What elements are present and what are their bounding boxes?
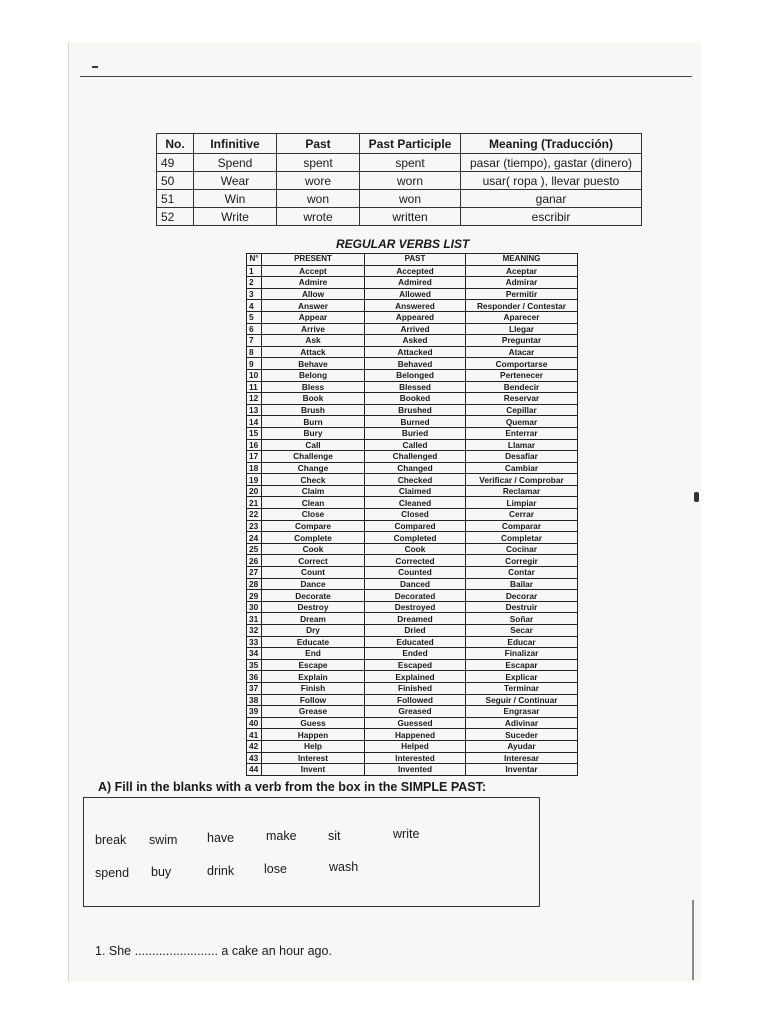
col-header-past-participle: Past Participle bbox=[360, 134, 461, 154]
table-cell: Explain bbox=[262, 671, 365, 683]
table-cell: 5 bbox=[247, 311, 262, 323]
word-break: break bbox=[95, 833, 127, 847]
table-row bbox=[247, 567, 578, 579]
table-cell: Decorar bbox=[466, 590, 578, 602]
table-cell: Ended bbox=[365, 648, 466, 660]
table-cell: 31 bbox=[247, 613, 262, 625]
table-cell: Llamar bbox=[466, 439, 578, 451]
table-cell: won bbox=[277, 190, 360, 208]
table-header-row bbox=[247, 254, 578, 266]
table-cell: Cepillar bbox=[466, 404, 578, 416]
word-write: write bbox=[393, 827, 420, 841]
table-cell: Admired bbox=[365, 277, 466, 289]
table-cell: Checked bbox=[365, 474, 466, 486]
table-cell: Invented bbox=[365, 764, 466, 776]
table-cell: 16 bbox=[247, 439, 262, 451]
table-cell: 30 bbox=[247, 601, 262, 613]
col-header-present: PRESENT bbox=[262, 254, 365, 266]
table-cell: 41 bbox=[247, 729, 262, 741]
binder-hole-mark bbox=[694, 492, 699, 502]
table-cell: Close bbox=[262, 509, 365, 521]
table-cell: 14 bbox=[247, 416, 262, 428]
table-cell: Book bbox=[262, 393, 365, 405]
table-cell: 43 bbox=[247, 752, 262, 764]
table-cell: 50 bbox=[157, 172, 194, 190]
table-cell: Buried bbox=[365, 427, 466, 439]
table-cell: Comportarse bbox=[466, 358, 578, 370]
page-edge-shadow bbox=[692, 900, 694, 980]
table-row bbox=[247, 427, 578, 439]
table-cell: Follow bbox=[262, 694, 365, 706]
table-cell: Finished bbox=[365, 682, 466, 694]
table-cell: pasar (tiempo), gastar (dinero) bbox=[461, 154, 642, 172]
table-cell: Helped bbox=[365, 740, 466, 752]
word-buy: buy bbox=[151, 865, 172, 879]
table-cell: Decorate bbox=[262, 590, 365, 602]
table-cell: 23 bbox=[247, 520, 262, 532]
table-cell: Educar bbox=[466, 636, 578, 648]
word-spend: spend bbox=[95, 866, 130, 880]
table-row bbox=[247, 717, 578, 729]
table-cell: 37 bbox=[247, 682, 262, 694]
table-cell: Accepted bbox=[365, 265, 466, 277]
table-cell: ganar bbox=[461, 190, 642, 208]
regular-verbs-table bbox=[246, 253, 578, 776]
table-cell: Count bbox=[262, 567, 365, 579]
table-cell: Happen bbox=[262, 729, 365, 741]
table-row bbox=[247, 369, 578, 381]
table-cell: Grease bbox=[262, 706, 365, 718]
table-row bbox=[247, 381, 578, 393]
table-cell: Changed bbox=[365, 462, 466, 474]
table-cell: Guessed bbox=[365, 717, 466, 729]
table-cell: Adivinar bbox=[466, 717, 578, 729]
table-row bbox=[247, 265, 578, 277]
table-cell: Brush bbox=[262, 404, 365, 416]
table-cell: 11 bbox=[247, 381, 262, 393]
table-cell: Spend bbox=[194, 154, 277, 172]
table-cell: 34 bbox=[247, 648, 262, 660]
table-cell: Wear bbox=[194, 172, 277, 190]
table-cell: Dance bbox=[262, 578, 365, 590]
table-cell: Atacar bbox=[466, 346, 578, 358]
table-cell: Aparecer bbox=[466, 311, 578, 323]
table-cell: Dry bbox=[262, 625, 365, 637]
table-row bbox=[157, 208, 642, 226]
col-header-number: N° bbox=[247, 254, 262, 266]
table-row bbox=[247, 393, 578, 405]
table-row bbox=[247, 462, 578, 474]
table-cell: 32 bbox=[247, 625, 262, 637]
table-cell: 40 bbox=[247, 717, 262, 729]
table-row bbox=[247, 404, 578, 416]
table-cell: wrote bbox=[277, 208, 360, 226]
table-cell: 20 bbox=[247, 485, 262, 497]
table-cell: Appeared bbox=[365, 311, 466, 323]
table-cell: Danced bbox=[365, 578, 466, 590]
word-make: make bbox=[266, 829, 297, 843]
table-cell: 18 bbox=[247, 462, 262, 474]
table-cell: Burn bbox=[262, 416, 365, 428]
table-cell: Blessed bbox=[365, 381, 466, 393]
table-cell: Reservar bbox=[466, 393, 578, 405]
table-cell: 26 bbox=[247, 555, 262, 567]
table-row bbox=[247, 682, 578, 694]
table-cell: Completed bbox=[365, 532, 466, 544]
table-cell: Admire bbox=[262, 277, 365, 289]
table-cell: Greased bbox=[365, 706, 466, 718]
table-cell: 2 bbox=[247, 277, 262, 289]
table-cell: 25 bbox=[247, 543, 262, 555]
table-cell: Behave bbox=[262, 358, 365, 370]
table-cell: 17 bbox=[247, 451, 262, 463]
table-cell: Arrive bbox=[262, 323, 365, 335]
table-row bbox=[247, 509, 578, 521]
table-cell: 7 bbox=[247, 335, 262, 347]
table-cell: Called bbox=[365, 439, 466, 451]
table-cell: 19 bbox=[247, 474, 262, 486]
table-cell: Dream bbox=[262, 613, 365, 625]
table-cell: Interest bbox=[262, 752, 365, 764]
col-header-no: No. bbox=[157, 134, 194, 154]
col-header-infinitive: Infinitive bbox=[194, 134, 277, 154]
table-cell: Behaved bbox=[365, 358, 466, 370]
table-cell: Destroy bbox=[262, 601, 365, 613]
table-row bbox=[247, 590, 578, 602]
table-cell: spent bbox=[360, 154, 461, 172]
table-cell: won bbox=[360, 190, 461, 208]
table-cell: Guess bbox=[262, 717, 365, 729]
table-row bbox=[247, 625, 578, 637]
table-cell: Call bbox=[262, 439, 365, 451]
table-cell: Admirar bbox=[466, 277, 578, 289]
table-cell: Challenge bbox=[262, 451, 365, 463]
table-cell: 49 bbox=[157, 154, 194, 172]
table-cell: 9 bbox=[247, 358, 262, 370]
table-cell: Finish bbox=[262, 682, 365, 694]
table-cell: 42 bbox=[247, 740, 262, 752]
col-header-past: PAST bbox=[365, 254, 466, 266]
table-cell: spent bbox=[277, 154, 360, 172]
table-cell: Attacked bbox=[365, 346, 466, 358]
table-cell: Destroyed bbox=[365, 601, 466, 613]
table-row bbox=[247, 740, 578, 752]
table-cell: 38 bbox=[247, 694, 262, 706]
table-cell: Ayudar bbox=[466, 740, 578, 752]
ink-mark bbox=[92, 66, 98, 68]
regular-verbs-title: REGULAR VERBS LIST bbox=[336, 237, 470, 251]
table-cell: Dreamed bbox=[365, 613, 466, 625]
table-cell: worn bbox=[360, 172, 461, 190]
table-cell: Reclamar bbox=[466, 485, 578, 497]
table-row bbox=[247, 601, 578, 613]
table-cell: Complete bbox=[262, 532, 365, 544]
table-cell: Finalizar bbox=[466, 648, 578, 660]
table-cell: Attack bbox=[262, 346, 365, 358]
table-cell: Escaped bbox=[365, 659, 466, 671]
table-cell: Seguir / Continuar bbox=[466, 694, 578, 706]
table-cell: Corregir bbox=[466, 555, 578, 567]
table-cell: Contar bbox=[466, 567, 578, 579]
table-cell: Soñar bbox=[466, 613, 578, 625]
table-cell: Win bbox=[194, 190, 277, 208]
table-row bbox=[247, 485, 578, 497]
table-cell: Write bbox=[194, 208, 277, 226]
table-cell: Bailar bbox=[466, 578, 578, 590]
table-row bbox=[247, 648, 578, 660]
table-cell: Explained bbox=[365, 671, 466, 683]
table-cell: Verificar / Comprobar bbox=[466, 474, 578, 486]
table-cell: Escape bbox=[262, 659, 365, 671]
table-cell: Permitir bbox=[466, 288, 578, 300]
table-row bbox=[247, 764, 578, 776]
word-wash: wash bbox=[329, 860, 359, 874]
table-cell: Ask bbox=[262, 335, 365, 347]
table-row bbox=[157, 154, 642, 172]
table-cell: 13 bbox=[247, 404, 262, 416]
table-cell: Cook bbox=[262, 543, 365, 555]
table-cell: Terminar bbox=[466, 682, 578, 694]
table-cell: Cook bbox=[365, 543, 466, 555]
table-row bbox=[247, 578, 578, 590]
table-cell: Bendecir bbox=[466, 381, 578, 393]
word-drink: drink bbox=[207, 864, 235, 878]
table-cell: Enterrar bbox=[466, 427, 578, 439]
table-cell: Completar bbox=[466, 532, 578, 544]
word-swim: swim bbox=[149, 833, 178, 847]
table-cell: Desafiar bbox=[466, 451, 578, 463]
table-row bbox=[247, 335, 578, 347]
table-cell: Bless bbox=[262, 381, 365, 393]
table-row bbox=[247, 752, 578, 764]
table-cell: 24 bbox=[247, 532, 262, 544]
table-row bbox=[247, 729, 578, 741]
table-cell: wore bbox=[277, 172, 360, 190]
table-cell: Interesar bbox=[466, 752, 578, 764]
table-row bbox=[247, 323, 578, 335]
table-row bbox=[247, 706, 578, 718]
table-cell: 39 bbox=[247, 706, 262, 718]
table-cell: Comparar bbox=[466, 520, 578, 532]
table-row bbox=[247, 277, 578, 289]
page-divider bbox=[80, 76, 692, 77]
table-cell: Change bbox=[262, 462, 365, 474]
table-cell: Burned bbox=[365, 416, 466, 428]
table-cell: 3 bbox=[247, 288, 262, 300]
table-row bbox=[157, 172, 642, 190]
col-header-meaning: Meaning (Traducción) bbox=[461, 134, 642, 154]
table-cell: Inventar bbox=[466, 764, 578, 776]
col-header-past: Past bbox=[277, 134, 360, 154]
table-cell: Claim bbox=[262, 485, 365, 497]
table-row bbox=[247, 659, 578, 671]
table-cell: Brushed bbox=[365, 404, 466, 416]
table-cell: 28 bbox=[247, 578, 262, 590]
irregular-verbs-table bbox=[156, 133, 642, 226]
table-cell: Secar bbox=[466, 625, 578, 637]
table-cell: Challenged bbox=[365, 451, 466, 463]
table-row bbox=[247, 532, 578, 544]
table-cell: Aceptar bbox=[466, 265, 578, 277]
table-row bbox=[247, 474, 578, 486]
table-cell: Educate bbox=[262, 636, 365, 648]
table-cell: Interested bbox=[365, 752, 466, 764]
table-cell: Answered bbox=[365, 300, 466, 312]
table-cell: 33 bbox=[247, 636, 262, 648]
table-cell: 21 bbox=[247, 497, 262, 509]
table-cell: Corrected bbox=[365, 555, 466, 567]
table-cell: Destruir bbox=[466, 601, 578, 613]
table-row bbox=[247, 451, 578, 463]
table-row bbox=[247, 300, 578, 312]
table-cell: Bury bbox=[262, 427, 365, 439]
table-cell: usar( ropa ), llevar puesto bbox=[461, 172, 642, 190]
col-header-meaning: MEANING bbox=[466, 254, 578, 266]
table-cell: Arrived bbox=[365, 323, 466, 335]
table-row bbox=[247, 439, 578, 451]
table-cell: 8 bbox=[247, 346, 262, 358]
table-cell: Quemar bbox=[466, 416, 578, 428]
table-cell: written bbox=[360, 208, 461, 226]
word-box bbox=[83, 797, 540, 907]
word-lose: lose bbox=[264, 862, 287, 876]
table-cell: Booked bbox=[365, 393, 466, 405]
table-cell: Pertenecer bbox=[466, 369, 578, 381]
table-row bbox=[247, 671, 578, 683]
table-cell: Engrasar bbox=[466, 706, 578, 718]
table-cell: Compare bbox=[262, 520, 365, 532]
table-cell: Followed bbox=[365, 694, 466, 706]
table-row bbox=[247, 543, 578, 555]
table-cell: 35 bbox=[247, 659, 262, 671]
table-cell: End bbox=[262, 648, 365, 660]
table-cell: 15 bbox=[247, 427, 262, 439]
table-cell: Help bbox=[262, 740, 365, 752]
table-row bbox=[247, 346, 578, 358]
table-cell: Counted bbox=[365, 567, 466, 579]
table-cell: Cleaned bbox=[365, 497, 466, 509]
table-row bbox=[247, 416, 578, 428]
table-cell: Asked bbox=[365, 335, 466, 347]
table-cell: Llegar bbox=[466, 323, 578, 335]
table-row bbox=[247, 613, 578, 625]
table-cell: 12 bbox=[247, 393, 262, 405]
table-cell: Accept bbox=[262, 265, 365, 277]
table-cell: escribir bbox=[461, 208, 642, 226]
table-cell: Claimed bbox=[365, 485, 466, 497]
table-cell: 22 bbox=[247, 509, 262, 521]
table-cell: Clean bbox=[262, 497, 365, 509]
exercise-title: A) Fill in the blanks with a verb from the box in the SIMPLE PAST: bbox=[98, 780, 487, 794]
table-cell: Dried bbox=[365, 625, 466, 637]
table-cell: Allow bbox=[262, 288, 365, 300]
table-cell: 29 bbox=[247, 590, 262, 602]
table-cell: Cocinar bbox=[466, 543, 578, 555]
table-cell: Limpiar bbox=[466, 497, 578, 509]
table-cell: Belonged bbox=[365, 369, 466, 381]
table-cell: Responder / Contestar bbox=[466, 300, 578, 312]
table-cell: Correct bbox=[262, 555, 365, 567]
table-cell: 6 bbox=[247, 323, 262, 335]
table-cell: Decorated bbox=[365, 590, 466, 602]
table-cell: Suceder bbox=[466, 729, 578, 741]
table-cell: Preguntar bbox=[466, 335, 578, 347]
table-cell: Belong bbox=[262, 369, 365, 381]
table-cell: Allowed bbox=[365, 288, 466, 300]
table-row bbox=[247, 555, 578, 567]
word-have: have bbox=[207, 831, 235, 845]
exercise-sentence-1: 1. She ........................ a cake an hour ago. bbox=[95, 944, 332, 958]
word-sit: sit bbox=[328, 829, 341, 843]
table-cell: Check bbox=[262, 474, 365, 486]
table-row bbox=[247, 694, 578, 706]
table-cell: 44 bbox=[247, 764, 262, 776]
table-cell: Explicar bbox=[466, 671, 578, 683]
table-cell: Cerrar bbox=[466, 509, 578, 521]
table-cell: 4 bbox=[247, 300, 262, 312]
table-cell: 52 bbox=[157, 208, 194, 226]
table-row bbox=[247, 497, 578, 509]
table-cell: 51 bbox=[157, 190, 194, 208]
table-cell: 36 bbox=[247, 671, 262, 683]
table-cell: Educated bbox=[365, 636, 466, 648]
table-cell: Answer bbox=[262, 300, 365, 312]
table-cell: Escapar bbox=[466, 659, 578, 671]
table-row bbox=[157, 190, 642, 208]
table-row bbox=[247, 358, 578, 370]
table-cell: Happened bbox=[365, 729, 466, 741]
table-cell: Invent bbox=[262, 764, 365, 776]
table-cell: 1 bbox=[247, 265, 262, 277]
table-cell: Cambiar bbox=[466, 462, 578, 474]
table-row bbox=[247, 288, 578, 300]
table-row bbox=[247, 520, 578, 532]
table-cell: Compared bbox=[365, 520, 466, 532]
table-cell: Closed bbox=[365, 509, 466, 521]
table-cell: 27 bbox=[247, 567, 262, 579]
table-cell: 10 bbox=[247, 369, 262, 381]
table-row bbox=[247, 311, 578, 323]
table-row bbox=[247, 636, 578, 648]
table-header-row bbox=[157, 134, 642, 154]
table-cell: Appear bbox=[262, 311, 365, 323]
